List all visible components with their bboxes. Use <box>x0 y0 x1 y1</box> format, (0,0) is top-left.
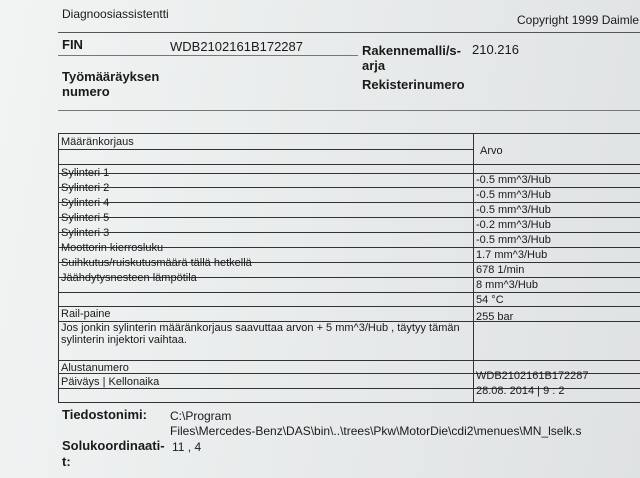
filename-label: Tiedostonimi: <box>62 407 147 422</box>
table-row-value: -0.5 mm^3/Hub <box>476 234 551 246</box>
workorder-label-line1: Työmääräyksen <box>62 69 160 84</box>
cell-coord-value: 11 , 4 <box>172 440 202 454</box>
filename-path-line2: Files\Mercedes-Benz\DAS\bin\..\trees\Pkw\MotorDie\cdi2\menues\MN_lselk.s <box>170 424 582 438</box>
table-row-value: -0.5 mm^3/Hub <box>476 189 551 201</box>
fin-underline <box>58 55 358 56</box>
table-row-label: Moottorin kierrosluku <box>61 242 164 254</box>
injector-note: Jos jonkin sylinterin määränkorjaus saavuttaa arvon + 5 mm^3/Hub , täytyy tämän sylinterin injektori vaihtaa. <box>61 322 460 346</box>
model-value: 210.216 <box>472 42 519 57</box>
table-row-value: -0.5 mm^3/Hub <box>476 204 551 216</box>
table-row-label: Jäähdytysnesteen lämpötila <box>61 272 197 284</box>
table-row-label: Rail-paine <box>61 308 111 320</box>
workorder-label-line2: numero <box>62 84 110 99</box>
table-row-value: -0.2 mm^3/Hub <box>476 219 551 231</box>
table-header-right: Arvo <box>480 145 503 157</box>
table-row-value: -0.5 mm^3/Hub <box>476 174 551 186</box>
table-row-value: 678 1/min <box>476 264 525 276</box>
table-row-label: Sylinteri 1 <box>61 167 110 179</box>
table-row-label: Suihkutus/ruiskutusmäärä tällä hetkellä <box>61 257 252 269</box>
table-header-left: Määränkorjaus <box>61 136 134 148</box>
fin-label: FIN <box>62 37 83 52</box>
model-label-line2: arja <box>362 58 386 73</box>
header-divider <box>58 32 640 33</box>
info-divider <box>58 110 640 111</box>
app-title: Diagnoosiassistentti <box>62 7 169 21</box>
copyright-text: Copyright 1999 Daimle <box>517 13 640 27</box>
table-row-label: Sylinteri 2 <box>61 182 110 194</box>
filename-path-line1: C:\Program <box>170 409 232 423</box>
table-row-label: Sylinteri 5 <box>61 212 110 224</box>
table-row-value: 54 °C <box>476 294 504 306</box>
table-row-value: 8 mm^3/Hub <box>476 279 539 291</box>
date-time-value: 28.08. 2014 | 9 : 2 <box>476 385 565 397</box>
chassis-label: Alustanumero <box>61 362 129 374</box>
chassis-value: WDB2102161B172287 <box>476 370 589 382</box>
model-label-line1: Rakennemalli/s- <box>362 43 461 58</box>
table-row-value: 255 bar <box>476 311 514 323</box>
fin-value: WDB2102161B172287 <box>170 39 303 54</box>
table-row-value: 1.7 mm^3/Hub <box>476 249 548 261</box>
registration-label: Rekisterinumero <box>362 77 465 92</box>
cell-coord-label-line1: Solukoordinaati- <box>62 438 165 453</box>
table-row-label: Sylinteri 4 <box>61 197 110 209</box>
cell-coord-label-line2: t: <box>62 454 71 469</box>
date-time-label: Päiväys | Kellonaika <box>61 376 160 388</box>
table-row-label: Sylinteri 3 <box>61 227 110 239</box>
